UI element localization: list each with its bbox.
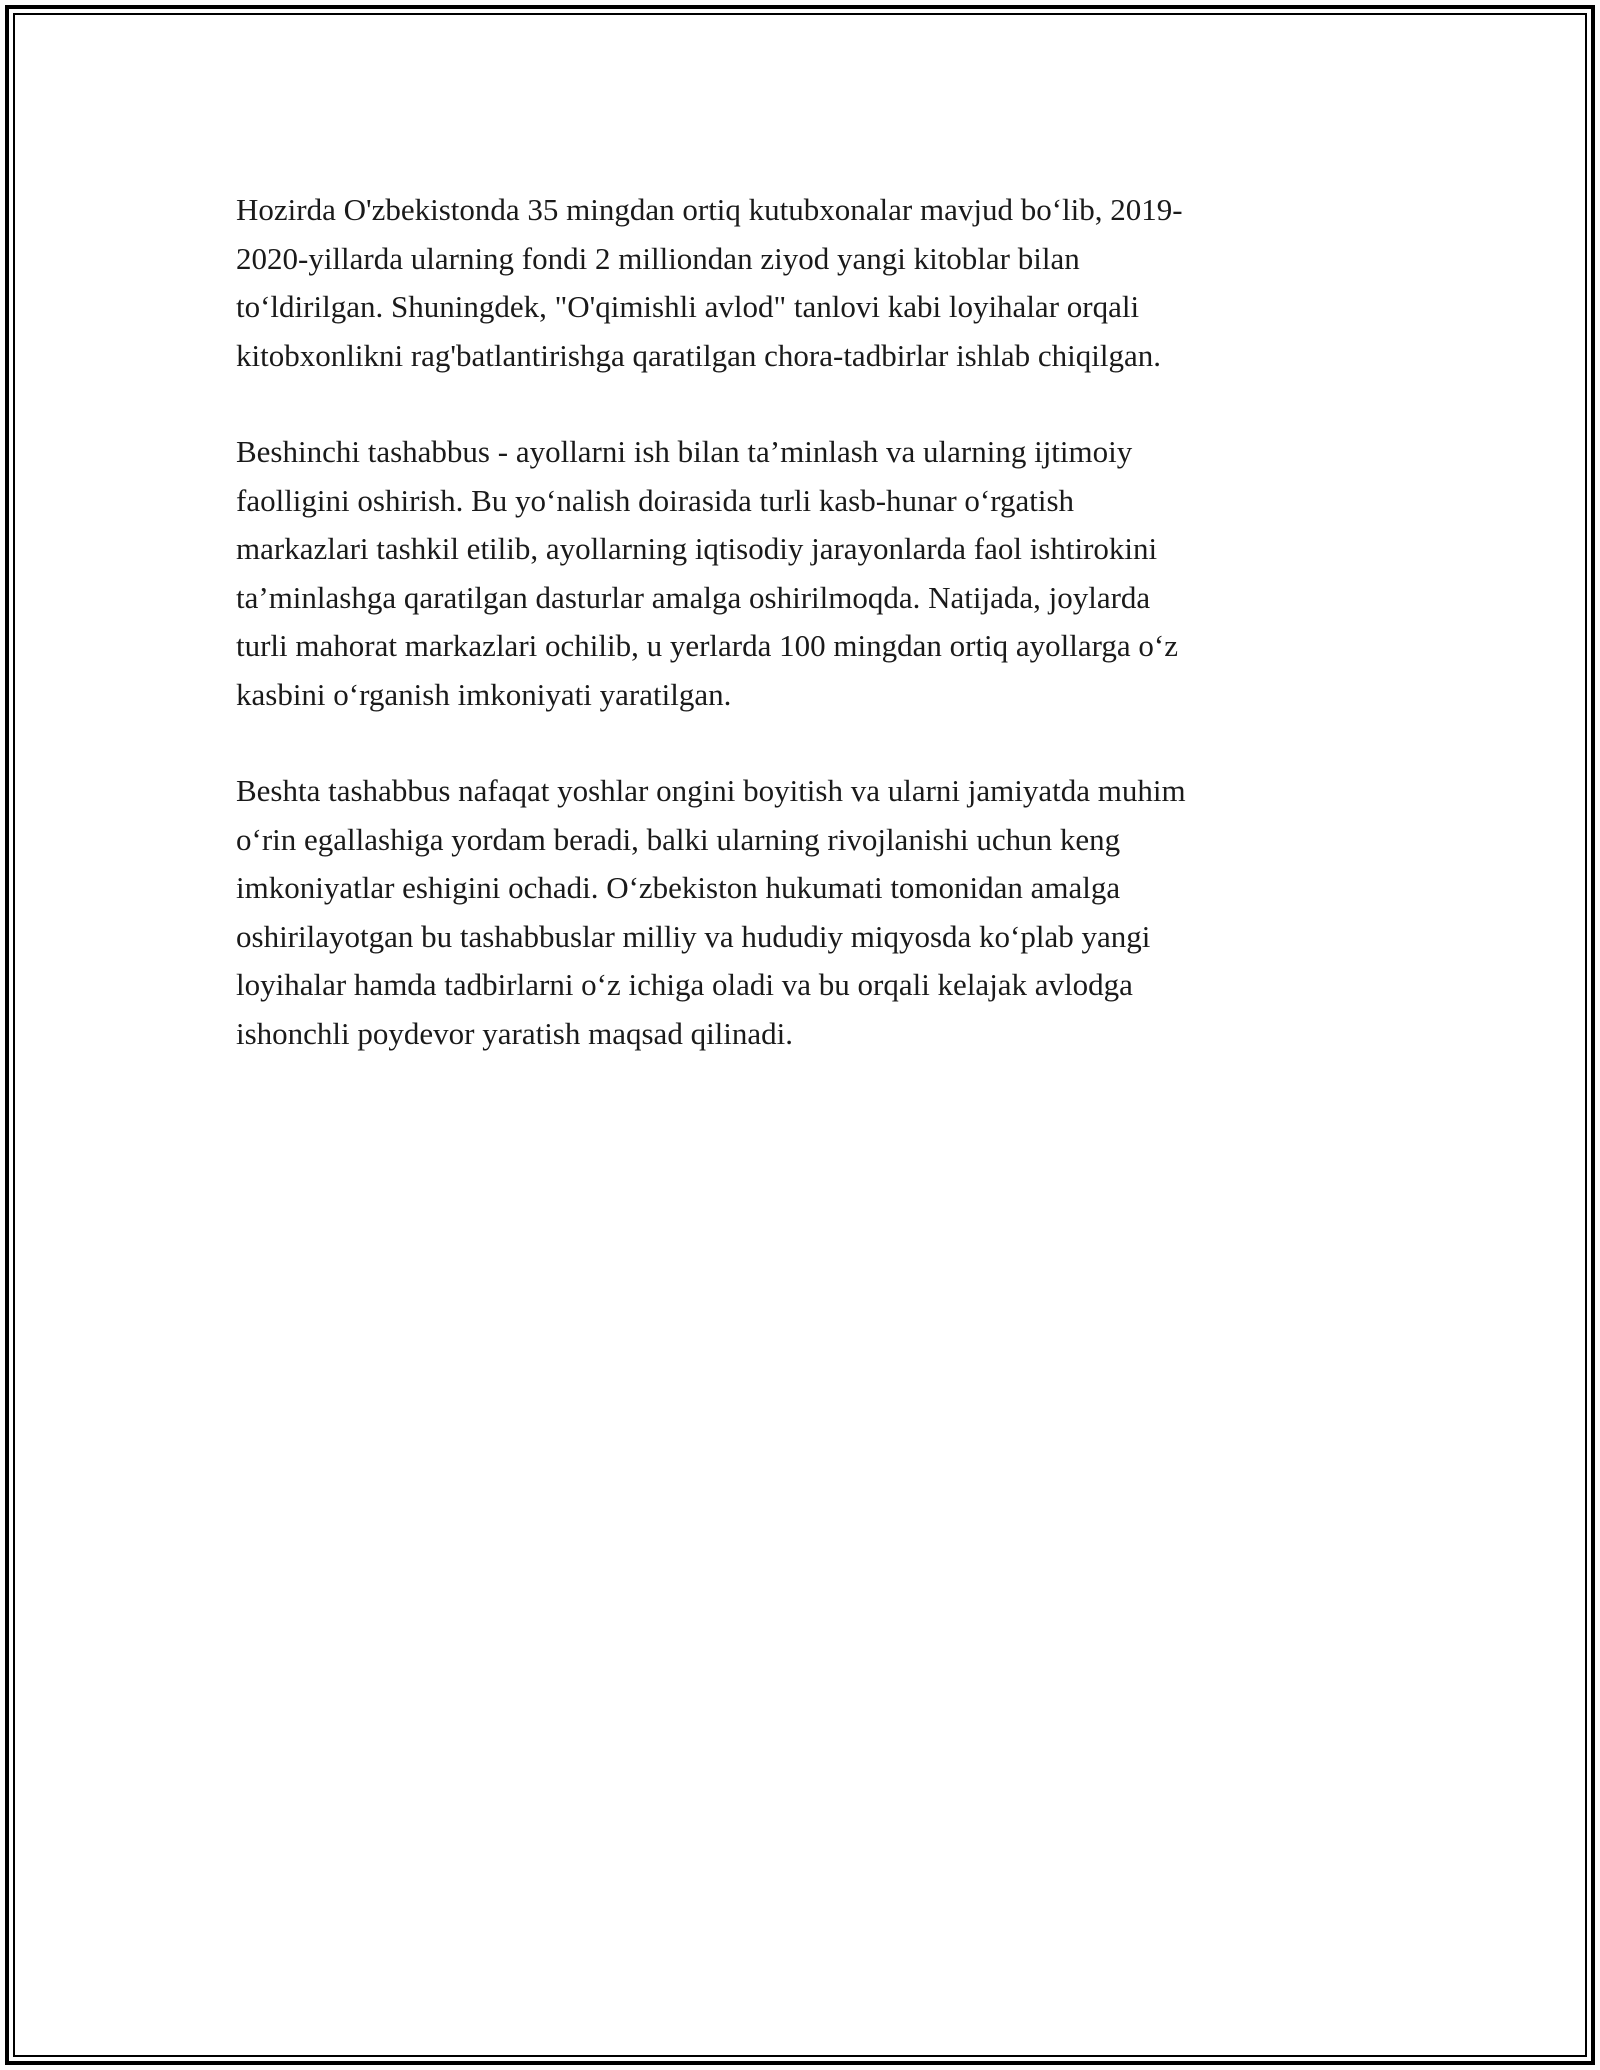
document-body [236, 186, 1376, 1106]
paragraph-libraries: Hozirda O'zbekistonda 35 mingdan ortiq kutubxonalar mavjud bo‘lib, 2019- 2020-yillarda ularning fondi 2 milliondan ziyod yangi kitoblar bilan to‘ldirilgan. Shuningdek, "O'qimishli avlod" tanlovi kabi loyihalar orqali kitobxonlikni rag'batlantirishga qaratilgan chora-tadbirlar ishlab chiqilgan. [236, 192, 1183, 373]
paragraph-five-initiatives: Beshta tashabbus nafaqat yoshlar ongini boyitish va ularni jamiyatda muhim o‘rin egallashiga yordam beradi, balki ularning rivojlanishi uchun keng imkoniyatlar eshigini ochadi. O‘zbekiston hukumati tomonidan amalga oshirilayotgan bu tashabbuslar milliy va hududiy miqyosda ko‘plab yangi loyihalar hamda tadbirlarni o‘z ichiga oladi va bu orqali kelajak avlodga ishonchli poydevor yaratish maqsad qilinadi. [236, 773, 1186, 1051]
paragraph-fifth-initiative: Beshinchi tashabbus - ayollarni ish bilan ta’minlash va ularning ijtimoiy faolligini oshirish. Bu yo‘nalish doirasida turli kasb-hunar o‘rgatish markazlari tashkil etilib, ayollarning iqtisodiy jarayonlarda faol ishtirokini ta’minlashga qaratilgan dasturlar amalga oshirilmoqda. Natijada, joylarda turli mahorat markazlari ochilib, u yerlarda 100 mingdan ortiq ayollarga o‘z kasbini o‘rganish imkoniyati yaratilgan. [236, 434, 1179, 712]
